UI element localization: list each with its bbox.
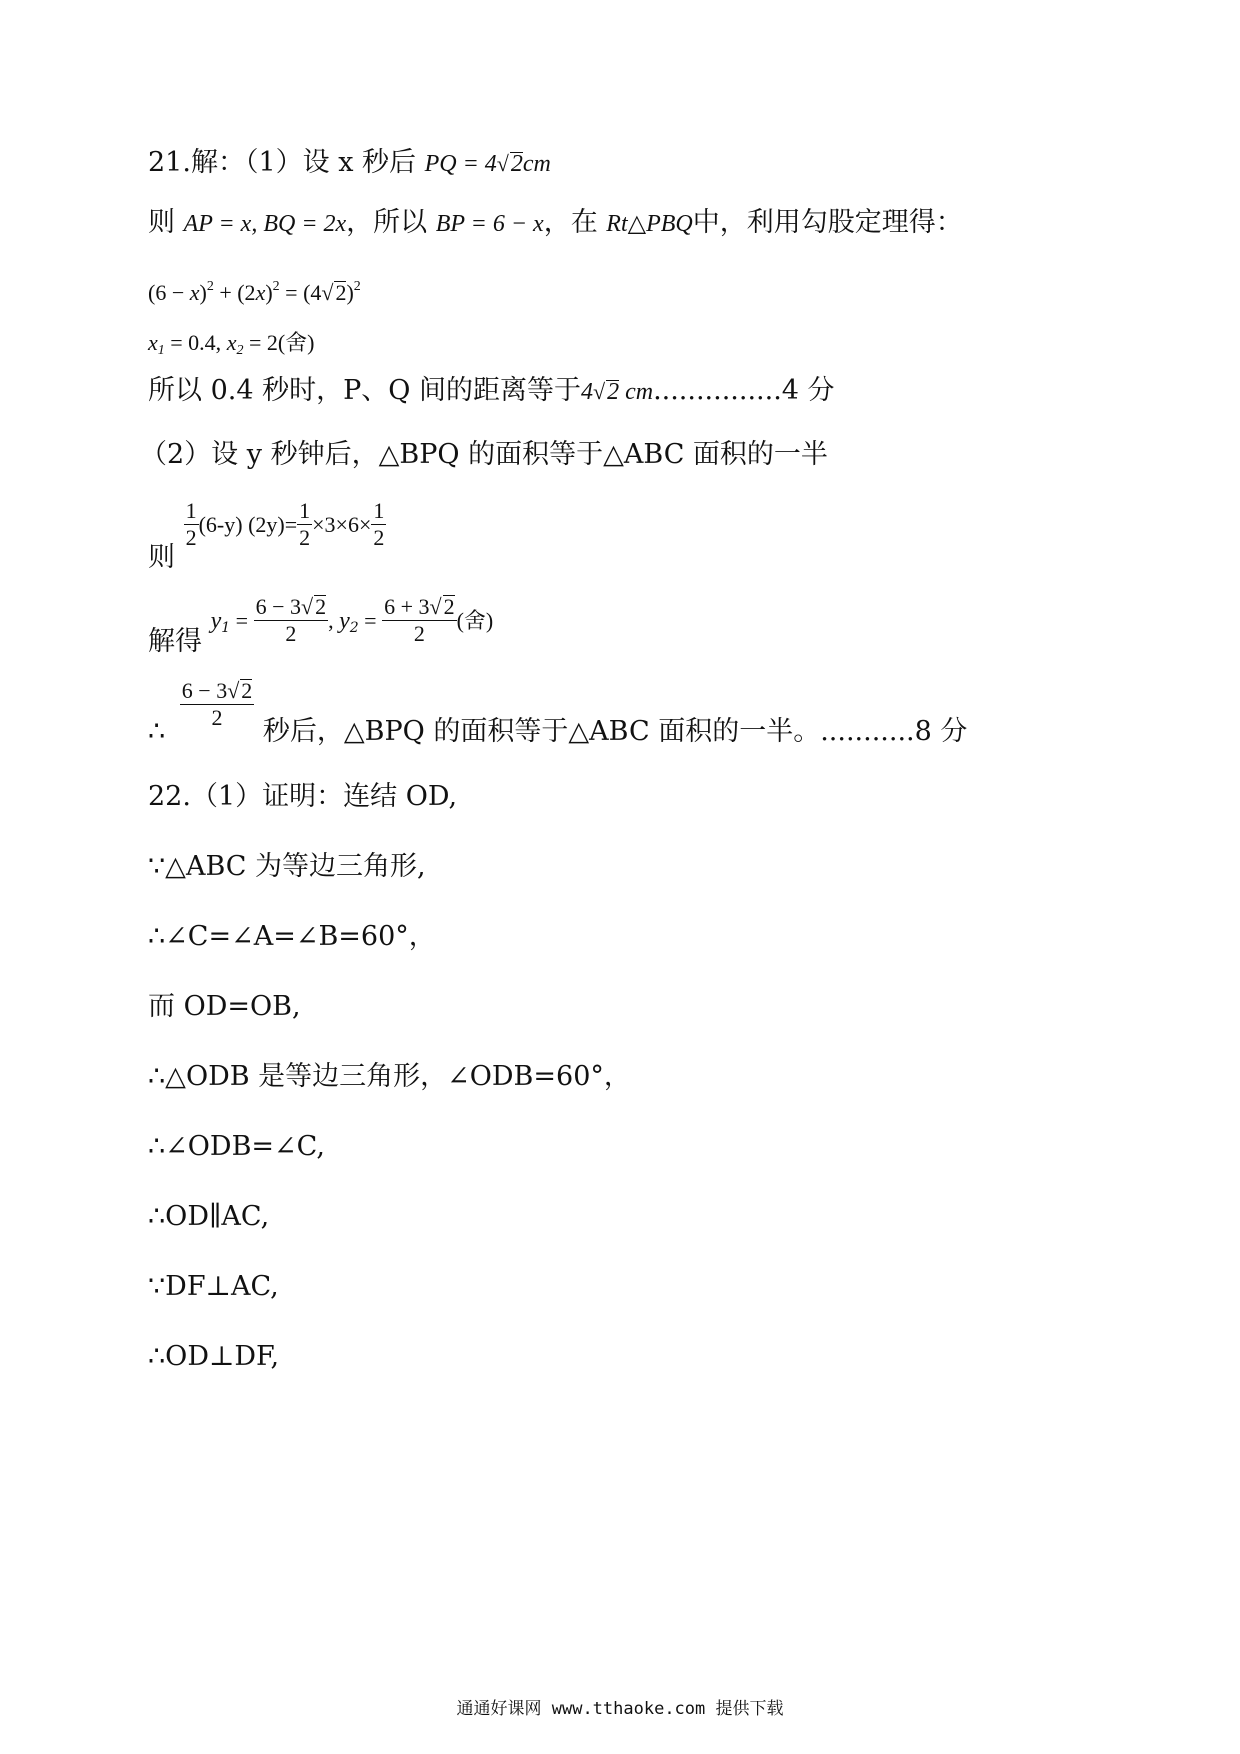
q21-line-9 (148, 678, 968, 747)
q21-eq3: $\frac{1}{2}$ (6-y) (2y)= $\frac{1}{2}$ ×3×6× $\frac{1}{2}$ (185, 498, 385, 550)
q21-line2-text-a: 则 (148, 207, 175, 238)
q21-eq4: $y_1$ = $\frac{6 - 3√2}{2}$ , $y_2$ = $\frac{6 + 3√2}{2}$ (舍) (210, 594, 494, 646)
q21-eq1: $(6 - x)^2 + (2x)^2 = (4√2)^2$ (148, 279, 361, 305)
q21-part2-text: （2）设 y 秒钟后，△BPQ 的面积等于△ABC 面积的一半 (140, 439, 828, 470)
q22-line-8: ∵DF⊥AC, (148, 1271, 279, 1302)
q21-line2-text-d: 中，利用勾股定理得： (692, 207, 963, 238)
q21-line9-text: 秒后，△BPQ 的面积等于△ABC 面积的一半。...........8 分 (262, 716, 968, 747)
q21-eq4-prefix: 解得 (148, 626, 202, 657)
q21-line-5 (148, 374, 835, 409)
q21-line-1 (148, 146, 551, 181)
q22-line-5: ∴△ODB 是等边三角形，∠ODB=60°， (148, 1061, 631, 1092)
q22-line-4: 而 OD=OB, (148, 991, 301, 1022)
q21-line2-text-c: ，在 (543, 207, 598, 238)
q21-equation-2 (148, 326, 315, 368)
q21-line5-score: ...............4 分 (653, 375, 835, 406)
q21-line2-math-3: Rt△PBQ (606, 211, 693, 237)
q21-part-2 (140, 438, 828, 472)
q21-line-2 (148, 206, 963, 241)
q21-line2-text-b: ，所以 (346, 207, 428, 238)
q22-line-3: ∴∠C=∠A=∠B=60°， (148, 921, 436, 952)
q21-line9-prefix: ∴ (148, 716, 166, 747)
q21-line5-text: 所以 0.4 秒时，P、Q 间的距离等于 (148, 375, 581, 406)
q21-eq2: $x_1 = 0.4$, $x_2 = 2$(舍) (148, 330, 315, 358)
q21-line9-fraction: $\frac{6 - 3√2}{2}$ (181, 678, 253, 730)
page-footer: 通通好课网 www.tthaoke.com 提供下载 (456, 1699, 784, 1719)
q21-equation-4 (148, 594, 494, 657)
q22-line-2: ∵△ABC 为等边三角形, (148, 851, 426, 882)
q21-line2-math-2: BP = 6 − x (435, 211, 544, 237)
q21-line1-math: PQ = 4√2cm (424, 151, 551, 177)
q22-line-6: ∴∠ODB=∠C, (148, 1131, 325, 1162)
q22-line-7: ∴OD∥AC, (148, 1201, 270, 1232)
q21-equation-3 (148, 498, 386, 573)
q21-line2-math-1: AP = x, BQ = 2x (183, 211, 347, 237)
q22-line-1: 22.（1）证明：连结 OD, (148, 781, 458, 812)
q21-line5-math: 4√2 cm (581, 379, 654, 405)
q22-line-9: ∴OD⊥DF, (148, 1341, 280, 1372)
q21-equation-1 (148, 270, 361, 310)
q21-line1-text: 21.解：（1）设 x 秒后 (148, 147, 417, 178)
q21-eq3-prefix: 则 (148, 542, 175, 573)
